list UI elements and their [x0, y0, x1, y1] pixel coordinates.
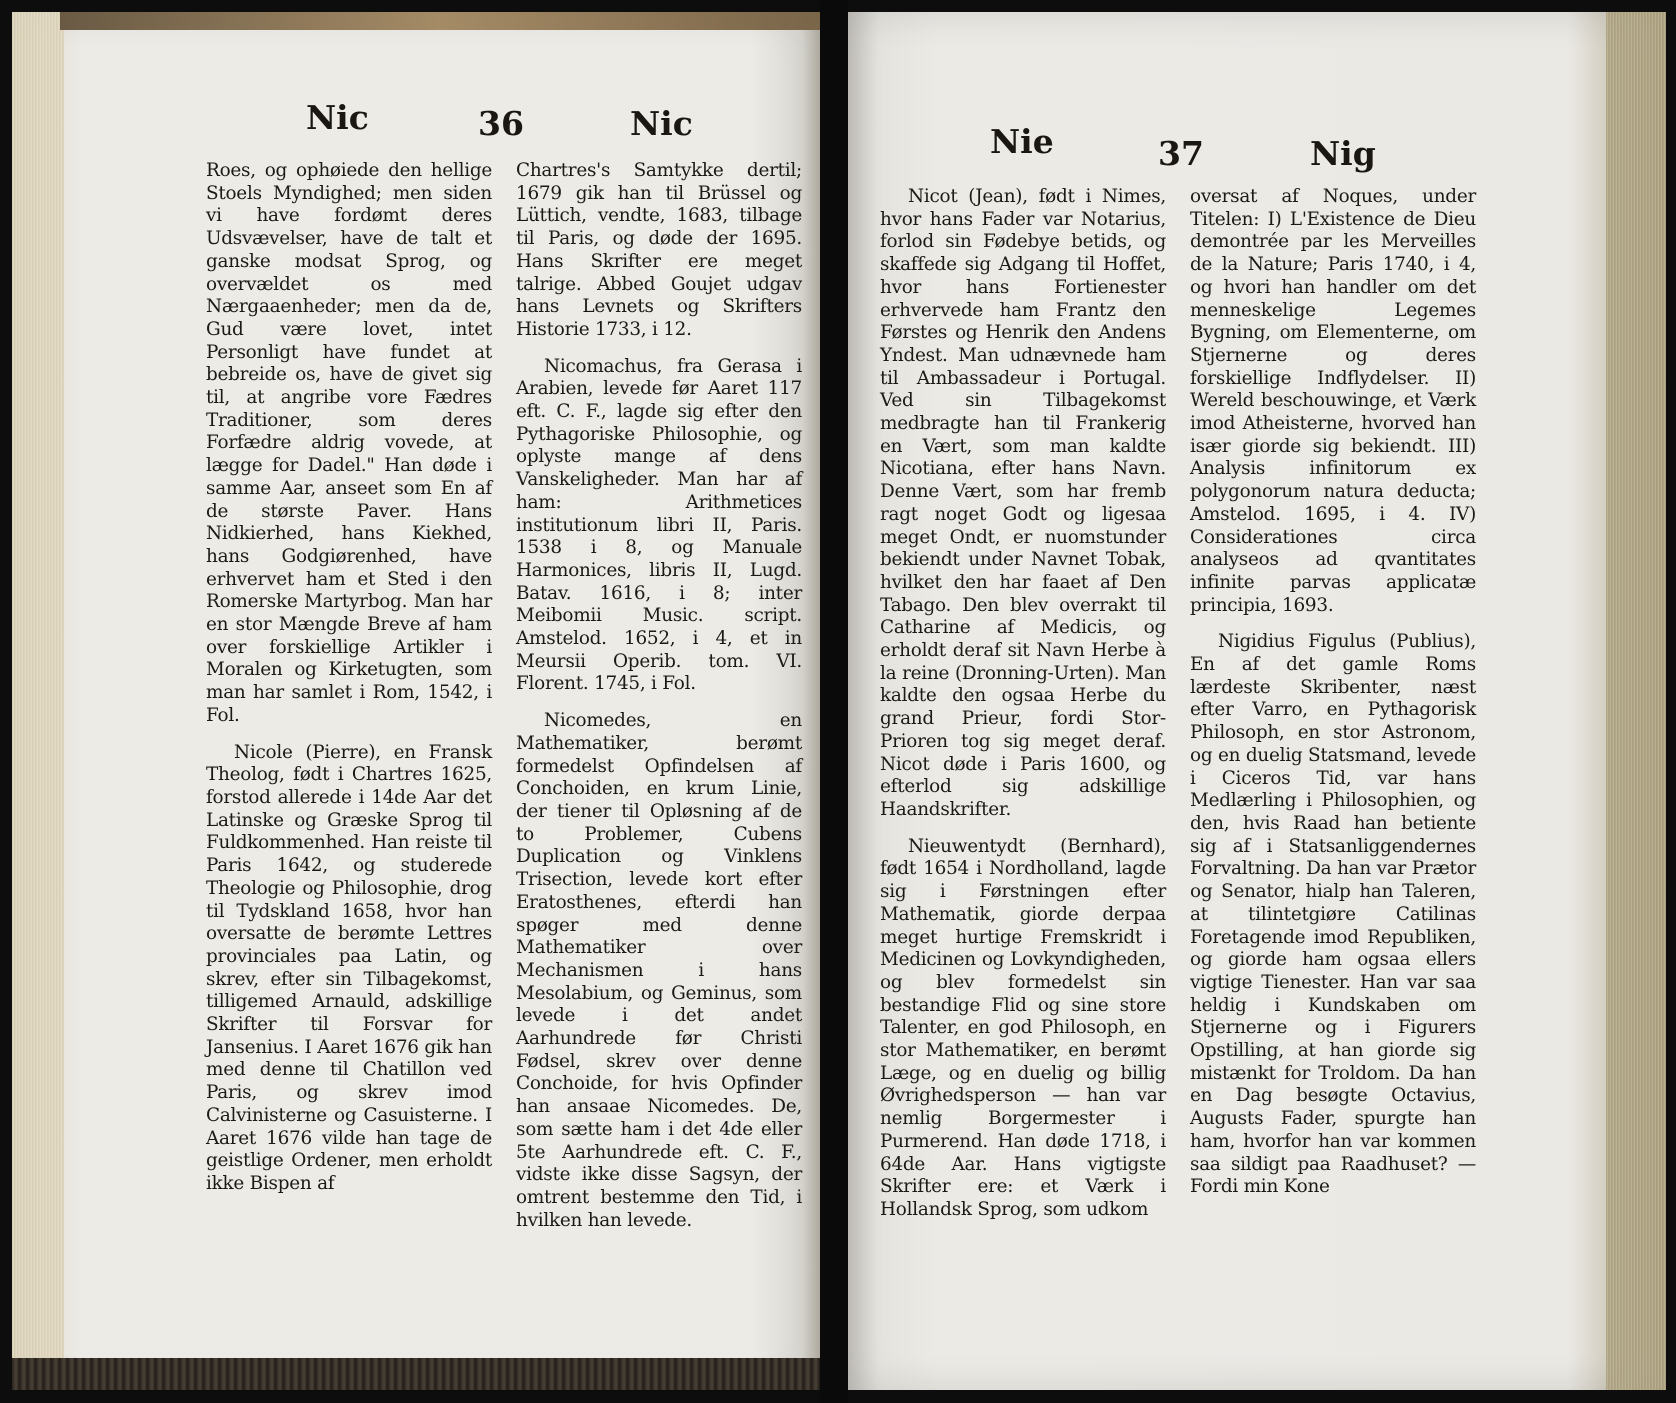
paragraph: Nicot (Jean), født i Nimes, hvor hans Fader var Notarius, forlod sin Fødebye betids, og skaffede sig Adgang til Hoffet, hvor hans Fortienester erhvervede ham Frantz den Førstes og Henrik den Andens Yndest. Man udnævnede ham til Ambassadeur i Portugal. Ved sin Tilbagekomst medbragte han til Frankerig en Vært, som man kaldte Nicotiana, efter hans Navn. Denne Vært, som har fremb ragt noget Godt og ligesaa meget Ondt, er nuomstunder bekiendt under Navnet Tobak, hvilket den har faaet af Den Tabago. Den blev overrakt til Catharine af Medicis, og erholdt deraf sit Navn Herbe à la reine (Dronning-Urten). Man kaldte den ogsaa Herbe du grand Prieur, fordi Stor-Prioren tog sig meget deraf. Nicot døde i Paris 1600, og efterlod sig adskillige Haandskrifter.	[880, 186, 1166, 820]
paragraph: Nicomedes, en Mathematiker, berømt formedelst Opfindelsen af Conchoiden, en krum Linie, der tiener til Opløsning af de to Problemer, Cubens Duplication og Vinklens Trisection, levede kort efter Eratosthenes, efterdi han spøger med denne Mathematiker over Mechanismen i hans Mesolabium, og Geminus, som levede i det andet Aarhundrede før Christi Fødsel, skrev over denne Conchoide, for hvis Opfinder han ansaae Nicomedes. De, som sætte ham i det 4de eller 5te Aarhundrede eft. C. F., vidste ikke disse Sagsyn, der omtrent bestemme den Tid, i hvilken han levede.	[516, 710, 802, 1231]
paragraph: Nicole (Pierre), en Fransk Theolog, født i Chartres 1625, forstod allerede i 14de Aar det Latinske og Græske Sprog til Fuldkommenhed. Han reiste til Paris 1642, og studerede Theologie og Philosophie, drog til Tydskland 1658, hvor han oversatte de berømte Lettres provinciales paa Latin, og skrev, efter sin Tilbagekomst, tilligemed Arnauld, adskillige Skrifter til Forsvar for Jansenius. I Aaret 1676 gik han med denne til Chatillon ved Paris, og skrev imod Calvinisterne og Casuisterne. I Aaret 1676 vilde han tage de geistlige Ordener, men erholdt ikke Bispen af	[206, 741, 492, 1194]
left-page-edges	[12, 12, 64, 1390]
left-page-column-2	[516, 160, 802, 1246]
paragraph: oversat af Noques, under Titelen: I) L'Existence de Dieu demontrée par les Merveilles de la Nature; Paris 1740, i 4, og hvori han handler om det menneskelige Legemes Bygning, om Elementerne, om Stjernerne og deres forskiellige Indflydelser. II) Wereld beschouwinge, et Værk imod Atheisterne, hvorved han især giorde sig bekiendt. III) Analysis infinitorum ex polygonorum natura deducta; Amstelod. 1695, i 4. IV) Considerationes circa analyseos ad qvantitates infinite parvas applicatæ principia, 1693.	[1190, 186, 1476, 616]
book-cover-edge	[60, 12, 820, 30]
right-running-head-right: Nig	[1310, 134, 1376, 173]
book-bottom-edge	[12, 1358, 820, 1390]
book-gutter	[820, 0, 848, 1403]
right-running-head-left: Nie	[990, 122, 1054, 161]
left-running-head-right: Nic	[630, 104, 693, 143]
left-page-number: 36	[478, 104, 524, 143]
paragraph: Chartres's Samtykke dertil; 1679 gik han til Brüssel og Lüttich, vendte, 1683, tilbage til Paris, og døde der 1695. Hans Skrifter ere meget talrige. Abbed Goujet udgav hans Levnets og Skrifters Historie 1733, i 12.	[516, 160, 802, 340]
right-page-edges	[1606, 12, 1666, 1390]
right-page-number: 37	[1158, 134, 1204, 173]
left-running-head-left: Nic	[306, 98, 369, 137]
paragraph: Nieuwentydt (Bernhard), født 1654 i Nordholland, lagde sig i Førstningen efter Mathematik, giorde derpaa meget hurtige Fremskridt i Medicinen og Lovkyndigheden, og blev formedelst sin bestandige Flid og sine store Talenter, en god Philosoph, en stor Mathematiker, en berømt Læge, og en duelig og billig Øvrighedsperson — han var nemlig Borgermester i Purmerend. Han døde 1718, i 64de Aar. Hans vigtigste Skrifter ere: et Værk i Hollandsk Sprog, som udkom	[880, 835, 1166, 1220]
left-page-column-1	[206, 160, 492, 1210]
paragraph: Roes, og ophøiede den hellige Stoels Myndighed; men siden vi have fordømt deres Udsvævelser, have de talt et ganske modsat Sprog, og overvældet os med Nærgaaenheder; men da de, Gud være lovet, intet Personligt have fundet at bebreide os, have de givet sig til, at angribe vore Fædres Traditioner, som deres Forfædre aldrig vovede, at lægge for Dadel." Han døde i samme Aar, anseet som En af de største Paver. Hans Nidkierhed, hans Kiekhed, hans Godgiørenhed, have erhvervet ham et Sted i den Romerske Martyrbog. Man har en stor Mængde Breve af ham over forskiellige Artikler i Moralen og Kirketugten, som man har samlet i Rom, 1542, i Fol.	[206, 160, 492, 726]
paragraph: Nigidius Figulus (Publius), En af det gamle Roms lærdeste Skribenter, næst efter Varro, en Pythagorisk Philosoph, en stor Astronom, og en duelig Statsmand, levede i Ciceros Tid, var hans Medlærling i Philosophien, og den, hvis Raad han betiente sig af i Statsanliggendernes Forvaltning. Da han var Prætor og Senator, hialp han Taleren, at tilintetgiøre Catilinas Foretagende imod Republiken, og giorde ham ogsaa ellers vigtige Tienester. Han var saa heldig i Kundskaben om Stjernerne og i Figurers Opstilling, at han giorde sig mistænkt for Troldom. Da han en Dag besøgte Octavius, Augusts Fader, spurgte han ham, hvorfor han var kommen saa sildigt paa Raadhuset? — Fordi min Kone	[1190, 631, 1476, 1198]
right-page-column-2	[1190, 186, 1476, 1213]
right-page-column-1	[880, 186, 1166, 1236]
paragraph: Nicomachus, fra Gerasa i Arabien, levede før Aaret 117 eft. C. F., lagde sig efter den Pythagoriske Philosophie, og oplyste mange af dens Vanskeligheder. Man har af ham: Arithmetices institutionum libri II, Paris. 1538 i 8, og Manuale Harmonices, libris II, Lugd. Batav. 1616, i 8; inter Meibomii Music. script. Amstelod. 1652, i 4, et in Meursii Operib. tom. VI. Florent. 1745, i Fol.	[516, 355, 802, 695]
